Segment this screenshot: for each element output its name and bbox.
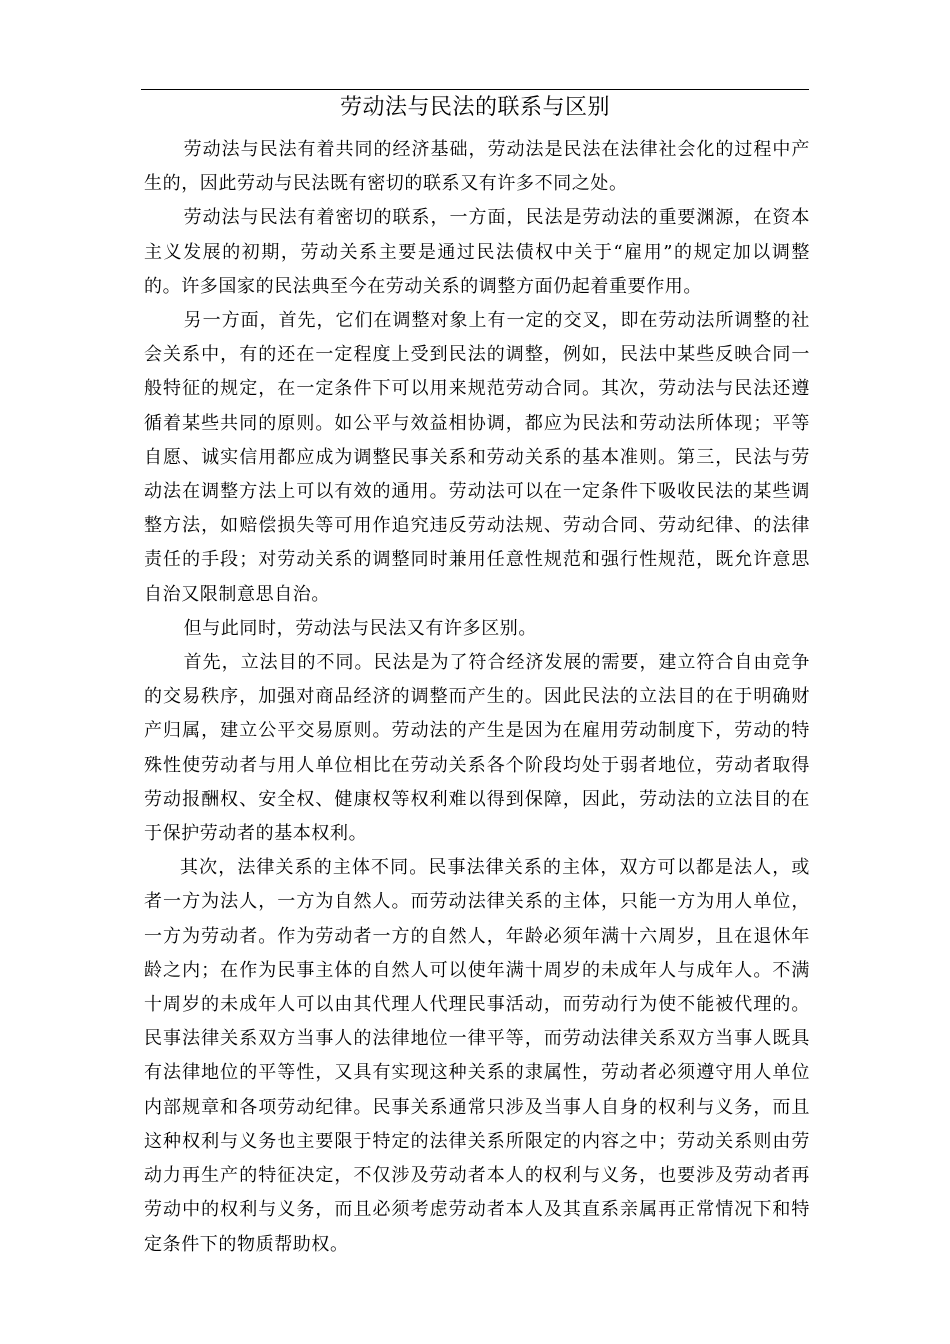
paragraph-6: 其次，法律关系的主体不同。民事法律关系的主体，双方可以都是法人，或者一方为法人，一方为自然人。而劳动法律关系的主体，只能一方为用人单位，一方为劳动者。作为劳动者一方的自然人，年龄必须年满十六周岁，且在退休年龄之内；在作为民事主体的自然人可以使年满十周岁的未成年人与成年人。不满十周岁的未成年人可以由其代理人代理民事活动，而劳动行为使不能被代理的。民事法律关系双方当事人的法律地位一律平等，而劳动法律关系双方当事人既具有法律地位的平等性，又具有实现这种关系的隶属性，劳动者必须遵守用人单位内部规章和各项劳动纪律。民事关系通常只涉及当事人自身的权利与义务，而且这种权利与义务也主要限于特定的法律关系所限定的内容之中；劳动关系则由劳动力再生产的特征决定，不仅涉及劳动者本人的权利与义务，也要涉及劳动者再劳动中的权利与义务，而且必须考虑劳动者本人及其直系亲属再正常情况下和特定条件下的物质帮助权。 xyxy=(144,857,810,1255)
paragraph-4: 但与此同时，劳动法与民法又有许多区别。 xyxy=(183,617,537,639)
document-title: 劳动法与民法的联系与区别 xyxy=(339,95,610,120)
paragraph-5: 首先，立法目的不同。民法是为了符合经济发展的需要，建立符合自由竞争的交易秩序，加强对商品经济的调整而产生的。因此民法的立法目的在于明确财产归属，建立公平交易原则。劳动法的产生是因为在雇用劳动制度下，劳动的特殊性使劳动者与用人单位相比在劳动关系各个阶段均处于弱者地位，劳动者取得劳动报酬权、安全权、健康权等权利难以得到保障，因此，劳动法的立法目的在于保护劳动者的基本权利。 xyxy=(144,652,810,845)
paragraph-3: 另一方面，首先，它们在调整对象上有一定的交叉，即在劳动法所调整的社会关系中，有的还在一定程度上受到民法的调整，例如，民法中某些反映合同一般特征的规定，在一定条件下可以用来规范劳动合同。其次，劳动法与民法还遵循着某些共同的原则。如公平与效益相协调，都应为民法和劳动法所体现；平等自愿、诚实信用都应成为调整民事关系和劳动关系的基本准则。第三，民法与劳动法在调整方法上可以有效的通用。劳动法可以在一定条件下吸收民法的某些调整方法，如赔偿损失等可用作追究违反劳动法规、劳动合同、劳动纪律、的法律责任的手段；对劳动关系的调整同时兼用任意性规范和强行性规范，既允许意思自治又限制意思自治。 xyxy=(144,310,810,605)
paragraph-1: 劳动法与民法有着共同的经济基础，劳动法是民法在法律社会化的过程中产生的，因此劳动与民法既有密切的联系又有许多不同之处。 xyxy=(144,139,810,195)
document-body xyxy=(144,133,810,1262)
header-rule xyxy=(141,89,809,90)
paragraph-2: 劳动法与民法有着密切的联系，一方面，民法是劳动法的重要渊源，在资本主义发展的初期，劳动关系主要是通过民法债权中关于“雇用”的规定加以调整的。许多国家的民法典至今在劳动关系的调整方面仍起着重要作用。 xyxy=(144,207,810,297)
